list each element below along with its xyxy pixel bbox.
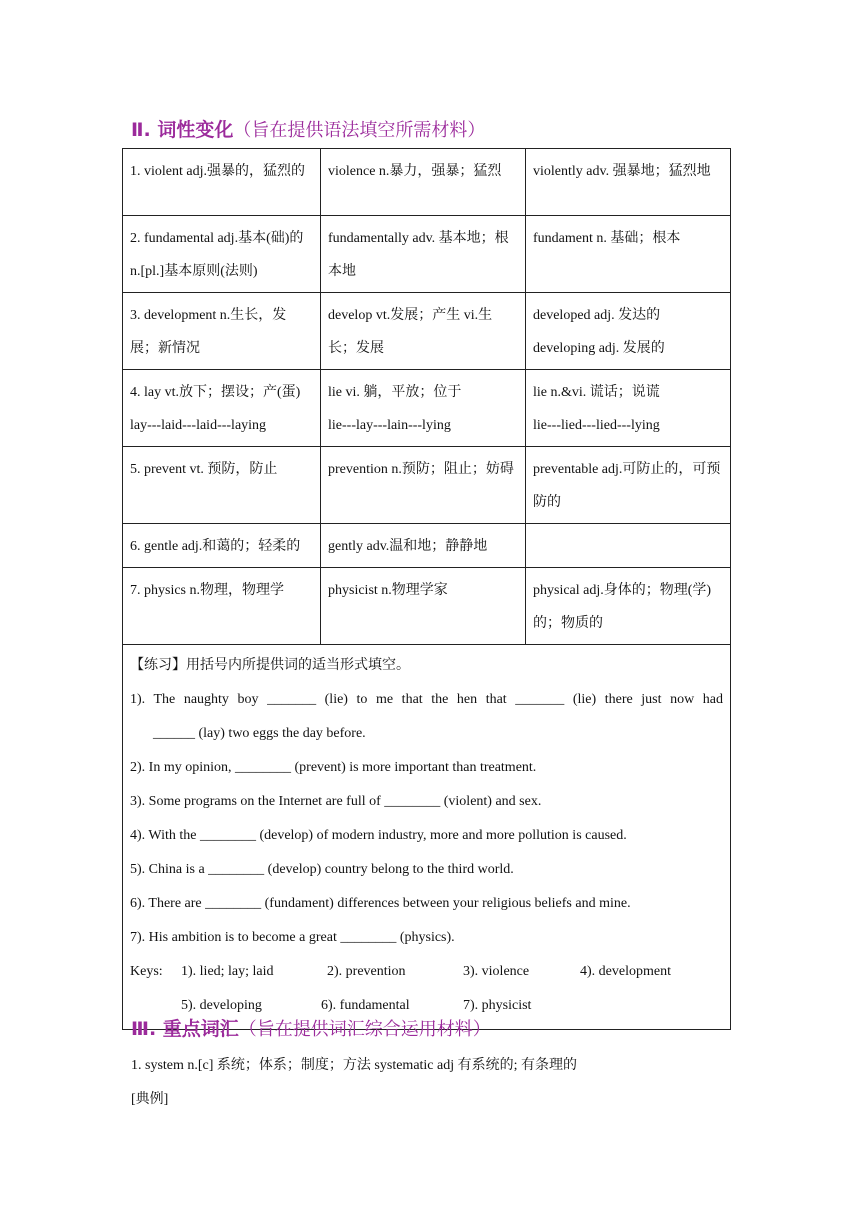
table-cell: 5. prevent vt. 预防，防止 [123, 447, 321, 524]
section-heading-3 [131, 1014, 491, 1041]
section-heading-2 [131, 115, 485, 142]
exercise-question-2: 2). In my opinion, ________ (prevent) is more important than treatment. [130, 760, 537, 775]
table-cell: prevention n.预防；阻止；妨碍 [321, 447, 526, 524]
table-cell: violently adv. 强暴地；猛烈地 [526, 149, 731, 216]
answer-key: 7). physicist [463, 998, 532, 1013]
section-number: Ⅲ. 重点词汇 [131, 1018, 239, 1040]
answer-key: 5). developing [181, 998, 262, 1013]
exercise-row [123, 645, 731, 1030]
table-row [123, 149, 731, 216]
section-subtitle: （旨在提供语法填空所需材料） [233, 120, 486, 141]
table-row [123, 293, 731, 370]
answer-key: 4). development [580, 964, 671, 979]
table-cell: lie n.&vi. 谎话；说谎 lie---lied---lied---lying [526, 370, 731, 447]
exercise-title: 【练习】用括号内所提供词的适当形式填空。 [130, 658, 410, 673]
table-cell [526, 524, 731, 568]
conjugation-lie-lied: lie---lied---lied---lying [533, 418, 660, 433]
table-cell: 4. lay vt.放下；摆设；产(蛋) lay---laid---laid---laying [123, 370, 321, 447]
section-subtitle: （旨在提供词汇综合运用材料） [238, 1019, 491, 1040]
table-cell: 3. development n.生长，发展；新情况 [123, 293, 321, 370]
table-cell: 2. fundamental adj.基本(础)的 n.[pl.]基本原则(法则) [123, 216, 321, 293]
table-cell: physicist n.物理学家 [321, 568, 526, 645]
conjugation-lay: lay---laid---laid---laying [130, 418, 267, 433]
word-form-table [122, 148, 731, 1030]
conjugation-lie: lie---lay---lain---lying [328, 418, 451, 433]
table-row [123, 447, 731, 524]
table-cell: preventable adj.可防止的，可预防的 [526, 447, 731, 524]
exercise-question-3: 3). Some programs on the Internet are full of ________ (violent) and sex. [130, 794, 542, 809]
vocab-entry: 1. system n.[c] 系统；体系；制度；方法 systematic adj 有系统的; 有条理的 [131, 1058, 578, 1073]
exercise-question-1: 1). The naughty boy _______ (lie) to me that the hen that _______ (lie) there just now had [130, 692, 723, 707]
answer-key: 1). lied; lay; laid [181, 964, 274, 979]
table-cell: 6. gentle adj.和蔼的；轻柔的 [123, 524, 321, 568]
answer-key: 3). violence [463, 964, 530, 979]
table-cell: lie vi. 躺，平放；位于 lie---lay---lain---lying [321, 370, 526, 447]
table-cell: fundamentally adv. 基本地；根本地 [321, 216, 526, 293]
answer-key: 6). fundamental [321, 998, 410, 1013]
exercise-question-5: 5). China is a ________ (develop) country belong to the third world. [130, 862, 514, 877]
answer-keys [130, 955, 723, 989]
table-cell: 1. violent adj.强暴的，猛烈的 [123, 149, 321, 216]
table-row [123, 216, 731, 293]
table-row [123, 568, 731, 645]
exercise-cell [123, 645, 731, 1030]
exercise-question-7: 7). His ambition is to become a great ________ (physics). [130, 930, 455, 945]
table-cell: gently adv.温和地；静静地 [321, 524, 526, 568]
keys-label: Keys: [130, 964, 163, 979]
table-cell: 7. physics n.物理，物理学 [123, 568, 321, 645]
table-row [123, 524, 731, 568]
section-number: Ⅱ. 词性变化 [131, 119, 234, 141]
table-cell: developed adj. 发达的 developing adj. 发展的 [526, 293, 731, 370]
table-cell: develop vt.发展；产生 vi.生长；发展 [321, 293, 526, 370]
exercise-question-6: 6). There are ________ (fundament) differences between your religious beliefs and mine. [130, 896, 631, 911]
table-cell: physical adj.身体的；物理(学)的；物质的 [526, 568, 731, 645]
exercise-question-4: 4). With the ________ (develop) of modern industry, more and more pollution is caused. [130, 828, 627, 843]
table-row [123, 370, 731, 447]
table-cell: fundament n. 基础；根本 [526, 216, 731, 293]
table-cell: violence n.暴力，强暴；猛烈 [321, 149, 526, 216]
answer-key: 2). prevention [327, 964, 406, 979]
exercise-question-1-continued: ______ (lay) two eggs the day before. [153, 726, 366, 741]
example-label: [典例] [131, 1092, 169, 1107]
